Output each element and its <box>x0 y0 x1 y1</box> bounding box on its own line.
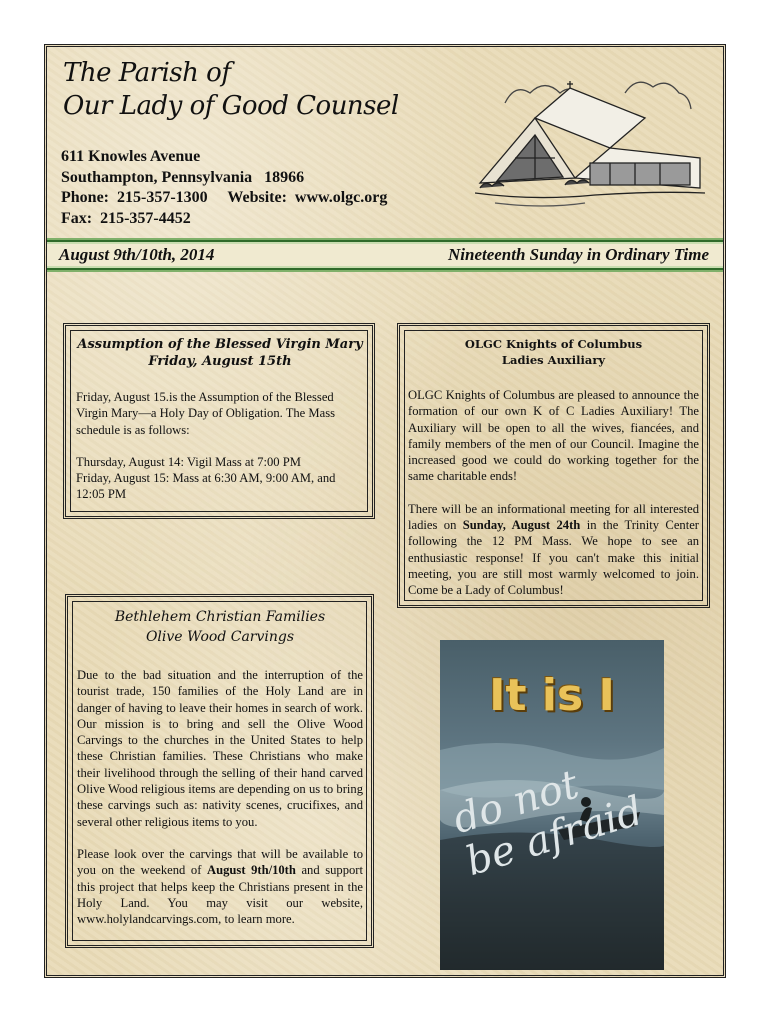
parish-title <box>63 57 399 123</box>
bethlehem-text: Please look over the carvings that will be available to you on the weekend of <box>77 846 363 878</box>
bethlehem-carvings-notice <box>65 594 374 948</box>
liturgical-occasion: Nineteenth Sunday in Ordinary Time <box>447 245 709 264</box>
street-address: 611 Knowles Avenue <box>61 148 201 165</box>
phone-website: Phone: 215-357-1300 Website: www.olgc.org <box>61 189 388 206</box>
knights-text: There will be an informational meeting for all interested ladies on <box>408 501 699 533</box>
knights-body <box>408 387 699 599</box>
bethlehem-title-line-1: Bethlehem Christian Families <box>114 609 326 625</box>
church-illustration <box>475 63 705 223</box>
bethlehem-paragraph-2 <box>77 846 363 927</box>
knights-title-line-1: OLGC Knights of Columbus <box>464 337 643 351</box>
bethlehem-title <box>77 607 363 647</box>
bethlehem-body <box>77 667 363 927</box>
it-is-i-poster <box>440 640 664 970</box>
knights-text: in the Trinity Center following the 12 PM Mass. We hope to see an enthusiastic response! If you can't make this initial meeting, you are still most warmly welcomed to join. Come be a Lady of Columbus! <box>408 518 699 598</box>
knights-of-columbus-notice <box>397 323 710 608</box>
date-banner <box>47 238 723 272</box>
bethlehem-weekend-date: August 9th/10th <box>207 863 296 878</box>
bethlehem-paragraph-1: Due to the bad situation and the interruption of the tourist trade, 150 families of the Holy Land are in danger of having to leave their homes in search of work. Our mission is to bring and sell the Olive Wood Carvings to the churches in the United States to help these Christian families. These Christians who make their livelihood through the selling of their hand carved Olive Wood religious items are depending on us to bring these carvings such as: nativity scenes, crucifixes, and several other religious items to you. <box>77 668 363 829</box>
bulletin-date: August 9th/10th, 2014 <box>59 245 215 264</box>
assumption-notice <box>63 323 375 519</box>
assumption-body <box>76 389 364 503</box>
assumption-day-masses: Friday, August 15: Mass at 6:30 AM, 9:00 AM, and 12:05 PM <box>76 471 336 502</box>
assumption-paragraph: Friday, August 15.is the Assumption of the Blessed Virgin Mary—a Holy Day of Obligation. The Mass schedule is as follows: <box>76 390 336 437</box>
city-state-zip: Southampton, Pennsylvania 18966 <box>61 168 305 186</box>
bethlehem-text: and support this project that helps keep the Christians present in the Holy Land. You may visit our website, www.holylandcarvings.com, to learn more. <box>77 863 363 927</box>
bethlehem-title-line-2: Olive Wood Carvings <box>145 629 295 645</box>
knights-paragraph-1: OLGC Knights of Columbus are pleased to announce the formation of our own K of C Ladies Auxiliary! The Auxiliary will be open to all the wives, fiancées, and family members of the men of our Council. Imagine the increased good we could do working together for the same charitable ends! <box>408 388 699 484</box>
title-line-2: Our Lady of Good Counsel <box>63 91 399 121</box>
parish-address <box>61 147 387 229</box>
poster-title: It is I <box>489 670 615 721</box>
assumption-title-line-1: Assumption of the Blessed Virgin Mary <box>77 337 363 352</box>
assumption-title-line-2: Friday, August 15th <box>148 354 292 369</box>
fax-number: Fax: 215-357-4452 <box>61 209 191 227</box>
poster-subtitle: do not be afraid <box>447 761 649 886</box>
knights-title <box>408 336 699 368</box>
assumption-title <box>76 336 364 370</box>
knights-title-line-2: Ladies Auxiliary <box>501 353 606 367</box>
bulletin-page <box>44 44 726 978</box>
knights-meeting-date: Sunday, August 24th <box>462 518 581 533</box>
title-line-1: The Parish of <box>63 58 231 88</box>
knights-paragraph-2 <box>408 501 699 599</box>
assumption-vigil-mass: Thursday, August 14: Vigil Mass at 7:00 PM <box>76 454 301 469</box>
